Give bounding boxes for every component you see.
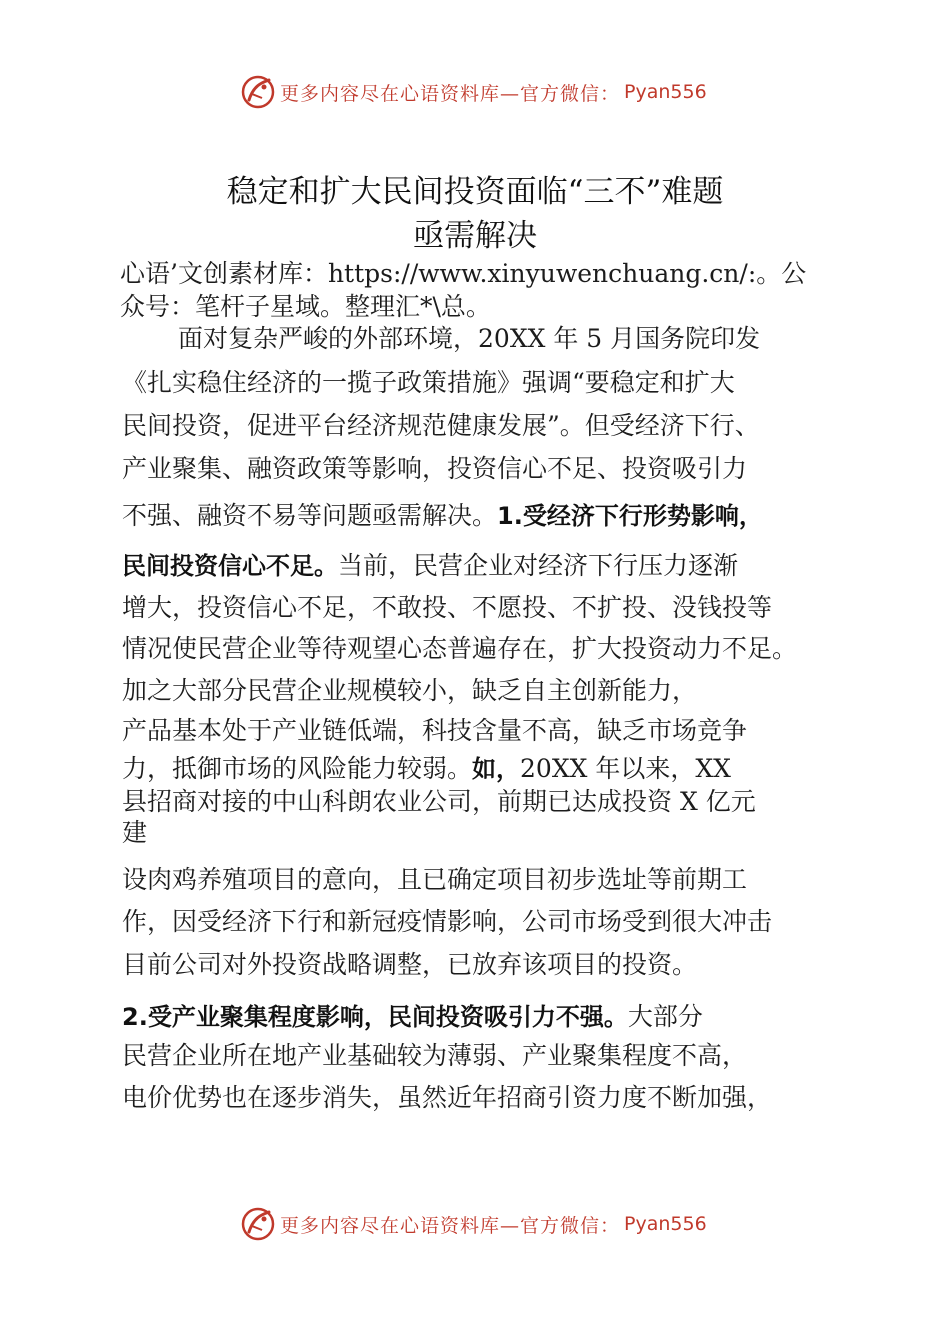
body-line-20: 民营企业所在地产业基础较为薄弱、产业聚集程度不高， [122,1041,748,1070]
body-line-5: 民间投资，促进平台经济规范健康发展”。但受经济下行、 [122,411,760,440]
body-line-17: 作，因受经济下行和新冠疫情影响，公司市场受到很大冲击 [122,907,773,936]
body-line-11: 加之大部分民营企业规模较小，缺乏自主创新能力， [122,676,698,705]
document-title-line-1: 稳定和扩大民间投资面临“三不”难题 [226,174,724,210]
body-line-19-text: 大部分 [627,1002,703,1031]
brand-logo-icon [240,74,276,110]
body-line-13-tail: 20XX 年以来，XX [520,754,731,783]
body-line-19 [122,1001,703,1033]
body-line-8-text: 当前，民营企业对经济下行压力逐渐 [338,551,739,580]
watermark-wechat-id: Pyan556 [624,81,707,103]
body-line-8 [122,550,738,582]
watermark-wechat-id: Pyan556 [624,1213,707,1235]
body-line-1: 心语’文创素材库：https://www.xinyuwenchuang.cn/:。公 [120,259,807,288]
body-line-13-text: 力，抵御市场的风险能力较弱。 [122,754,473,783]
body-line-3: 面对复杂严峻的外部环境，20XX 年 5 月国务院印发 [178,324,761,353]
body-line-7 [122,500,763,532]
body-line-13 [122,753,731,785]
header-watermark [240,72,707,112]
example-marker: 如， [472,755,521,783]
body-line-2: 众号：笔杆子星域。整理汇*\总。 [120,292,491,321]
section-heading-1-end: 民间投资信心不足。 [122,552,338,580]
body-line-21: 电价优势也在逐步消失，虽然近年招商引资力度不断加强， [122,1083,773,1112]
body-line-7-text: 不强、融资不易等问题亟需解决。 [122,501,498,530]
watermark-text: 更多内容尽在心语资料库—官方微信： [280,82,621,105]
section-heading-1-start: 1.受经济下行形势影响， [497,502,763,530]
body-line-4: 《扎实稳住经济的一揽子政策措施》强调“要稳定和扩大 [122,368,735,397]
body-line-18: 目前公司对外投资战略调整，已放弃该项目的投资。 [122,950,698,979]
body-line-15: 建 [122,818,148,847]
body-line-16: 设肉鸡养殖项目的意向，且已确定项目初步选址等前期工 [122,865,748,894]
body-line-9: 增大，投资信心不足，不敢投、不愿投、不扩投、没钱投等 [122,593,773,622]
watermark-text: 更多内容尽在心语资料库—官方微信： [280,1214,621,1237]
body-line-14: 县招商对接的中山科朗农业公司，前期已达成投资 X 亿元 [122,787,756,816]
footer-watermark [240,1204,707,1244]
body-line-6: 产业聚集、融资政策等影响，投资信心不足、投资吸引力 [122,454,748,483]
document-title-line-2: 亟需解决 [413,218,537,254]
section-heading-2: 2.受产业聚集程度影响，民间投资吸引力不强。 [122,1003,628,1031]
brand-logo-icon [240,1206,276,1242]
body-line-10: 情况使民营企业等待观望心态普遍存在，扩大投资动力不足。 [122,634,798,663]
body-line-12: 产品基本处于产业链低端，科技含量不高，缺乏市场竞争 [122,716,748,745]
